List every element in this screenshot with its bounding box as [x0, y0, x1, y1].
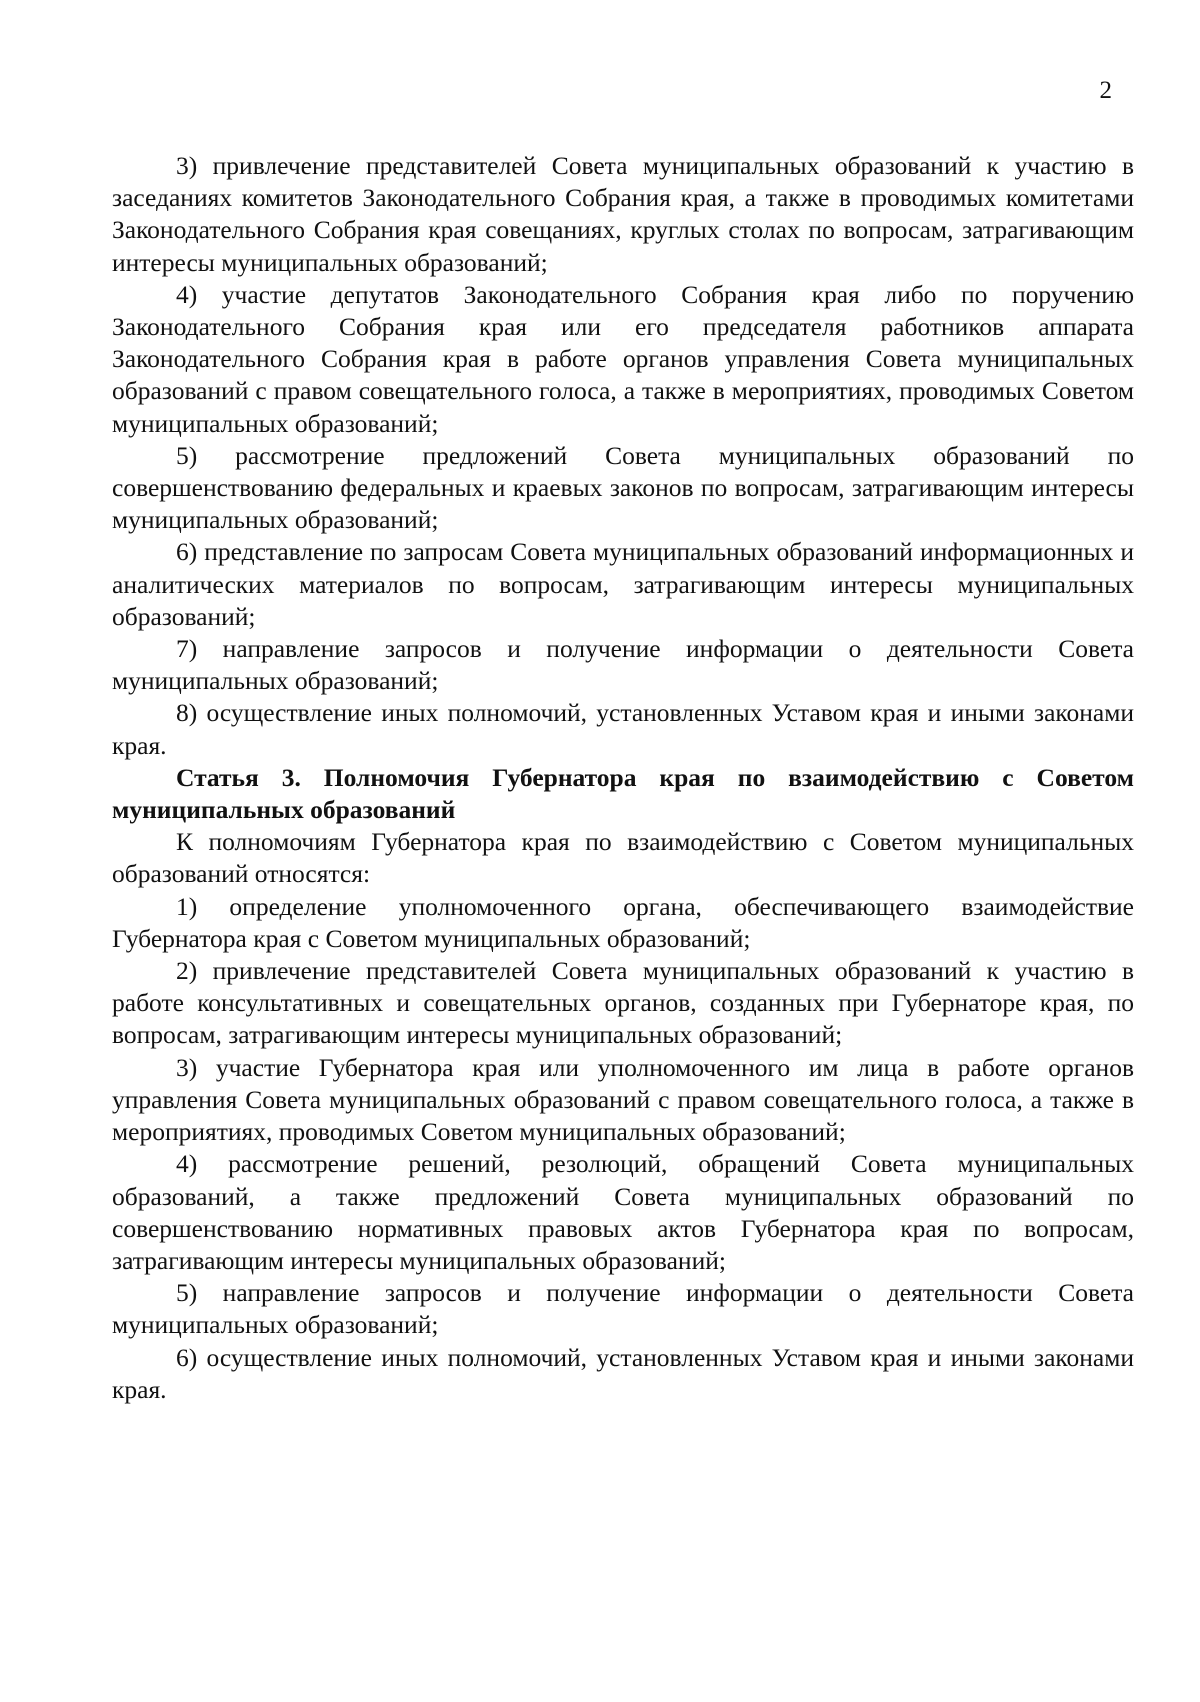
article-heading: Статья 3. Полномочия Губернатора края по взаимодействию с Советом муниципальных образований	[112, 762, 1134, 825]
list-item: 2) привлечение представителей Совета муниципальных образований к участию в работе консультативных и совещательных органов, созданных при Губернаторе края, по вопросам, затрагивающим интересы муниципальных образований;	[112, 956, 1134, 1050]
list-item: 3) участие Губернатора края или уполномоченного им лица в работе органов управления Совета муниципальных образований с правом совещательного голоса, а также в мероприятиях, проводимых Советом муниципальных образований;	[112, 1052, 1134, 1147]
list-item: 4) рассмотрение решений, резолюций, обращений Совета муниципальных образований, а также предложений Совета муниципальных образований по совершенствованию нормативных правовых актов Губернатора края по вопросам, затрагивающим интересы муниципальных образований;	[112, 1149, 1134, 1275]
list-item: 3) привлечение представителей Совета муниципальных образований к участию в заседаниях комитетов Законодательного Собрания края, а также в проводимых комитетами Законодательного Собрания края совещаниях, круглых столах по вопросам, затрагивающим интересы муниципальных образований;	[112, 151, 1134, 277]
list-item: 7) направление запросов и получение информации о деятельности Совета муниципальных образований;	[112, 634, 1134, 696]
list-item: 6) представление по запросам Совета муниципальных образований информационных и аналитических материалов по вопросам, затрагивающим интересы муниципальных образований;	[112, 537, 1134, 631]
list-item: 4) участие депутатов Законодательного Собрания края либо по поручению Законодательного Собрания края или его председателя работников аппарата Законодательного Собрания края в работе органов управления Совета муниципальных образований с правом совещательного голоса, а также в мероприятиях, проводимых Советом муниципальных образований;	[112, 279, 1134, 438]
list-item: 5) рассмотрение предложений Совета муниципальных образований по совершенствованию федеральных и краевых законов по вопросам, затрагивающим интересы муниципальных образований;	[112, 440, 1134, 535]
list-item: 5) направление запросов и получение информации о деятельности Совета муниципальных образований;	[112, 1278, 1134, 1340]
list-item: 6) осуществление иных полномочий, установленных Уставом края и иными законами края.	[112, 1342, 1134, 1404]
article-intro: К полномочиям Губернатора края по взаимодействию с Советом муниципальных образований относятся:	[112, 827, 1134, 889]
list-item: 1) определение уполномоченного органа, обеспечивающего взаимодействие Губернатора края с Советом муниципальных образований;	[112, 891, 1134, 953]
list-item: 8) осуществление иных полномочий, установленных Уставом края и иными законами края.	[112, 698, 1134, 760]
page-number: 2	[1099, 77, 1112, 104]
document-body	[112, 150, 1134, 1406]
